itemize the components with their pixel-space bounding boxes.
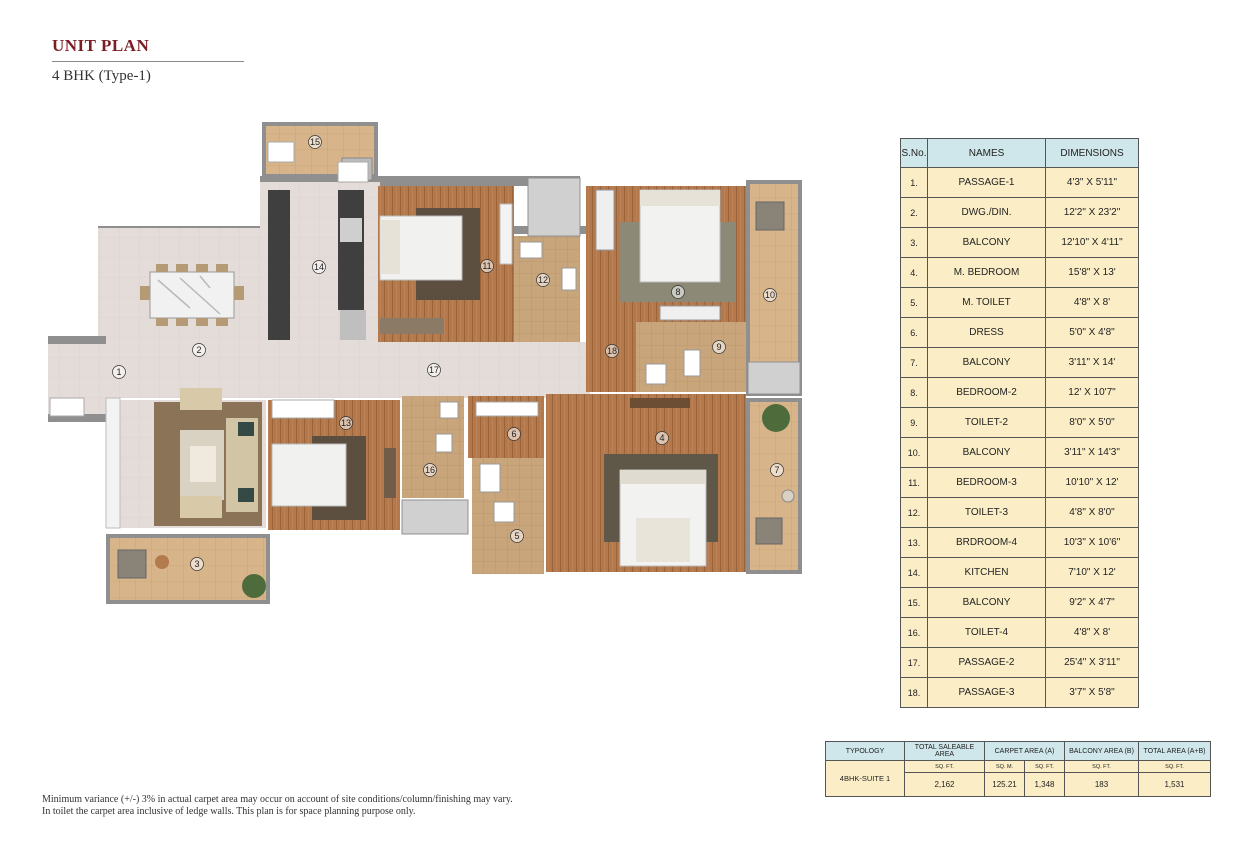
room-number: 5 xyxy=(514,531,520,542)
table-row xyxy=(901,678,1139,708)
row-sno: 11. xyxy=(901,468,928,498)
room-marker-15 xyxy=(309,136,322,149)
title-divider xyxy=(52,61,244,62)
area-header-total: TOTAL AREA (A+B) xyxy=(1139,742,1211,761)
row-sno: 18. xyxy=(901,678,928,708)
row-sno: 16. xyxy=(901,618,928,648)
area-value-balcony: 183 xyxy=(1065,773,1139,797)
room-number: 4 xyxy=(659,433,665,444)
room-number: 7 xyxy=(774,465,780,476)
room-number: 17 xyxy=(428,365,440,376)
room-schedule-table xyxy=(900,138,1139,708)
table-row xyxy=(901,258,1139,288)
table-row xyxy=(901,378,1139,408)
area-header-saleable: TOTAL SALEABLE AREA xyxy=(905,742,985,761)
room-number: 12 xyxy=(537,275,549,286)
row-name: TOILET-4 xyxy=(928,618,1046,648)
row-dimensions: 3'7" X 5'8" xyxy=(1046,678,1139,708)
row-sno: 5. xyxy=(901,288,928,318)
row-sno: 2. xyxy=(901,198,928,228)
table-row xyxy=(901,168,1139,198)
row-sno: 9. xyxy=(901,408,928,438)
disclaimer-footnote xyxy=(42,794,582,818)
table-row xyxy=(901,318,1139,348)
row-dimensions: 25'4" X 3'11" xyxy=(1046,648,1139,678)
area-unit: SQ. FT. xyxy=(1139,761,1211,773)
room-number: 3 xyxy=(194,559,200,570)
room-marker-8 xyxy=(672,286,685,299)
row-name: BALCONY xyxy=(928,438,1046,468)
table-row xyxy=(901,468,1139,498)
row-sno: 7. xyxy=(901,348,928,378)
row-dimensions: 4'3" X 5'11" xyxy=(1046,168,1139,198)
row-name: M. BEDROOM xyxy=(928,258,1046,288)
area-value-carpet-sqm: 125.21 xyxy=(985,773,1025,797)
room-marker-7 xyxy=(771,464,784,477)
table-row xyxy=(901,588,1139,618)
row-name: BALCONY xyxy=(928,588,1046,618)
room-number: 15 xyxy=(309,137,321,148)
room-marker-13 xyxy=(340,417,353,430)
room-number: 2 xyxy=(196,345,202,356)
row-dimensions: 8'0" X 5'0" xyxy=(1046,408,1139,438)
row-name: BALCONY xyxy=(928,228,1046,258)
room-number: 16 xyxy=(424,465,436,476)
row-sno: 14. xyxy=(901,558,928,588)
row-name: KITCHEN xyxy=(928,558,1046,588)
disclaimer-line-1: Minimum variance (+/-) 3% in actual carpet area may occur on account of site conditions/column/finishing may vary. xyxy=(42,794,513,805)
row-dimensions: 12' X 10'7" xyxy=(1046,378,1139,408)
room-marker-3 xyxy=(191,558,204,571)
page-title: UNIT PLAN xyxy=(52,36,150,55)
row-name: TOILET-2 xyxy=(928,408,1046,438)
room-marker-12 xyxy=(537,274,550,287)
row-sno: 15. xyxy=(901,588,928,618)
room-marker-10 xyxy=(764,289,777,302)
room-number: 10 xyxy=(764,290,776,301)
table-row xyxy=(901,438,1139,468)
area-value-carpet-sqft: 1,348 xyxy=(1025,773,1065,797)
room-number: 1 xyxy=(116,367,122,378)
column-header-sno: S.No. xyxy=(901,139,928,168)
row-name: DWG./DIN. xyxy=(928,198,1046,228)
row-sno: 12. xyxy=(901,498,928,528)
row-name: PASSAGE-1 xyxy=(928,168,1046,198)
area-value-saleable: 2,162 xyxy=(905,773,985,797)
table-row xyxy=(901,498,1139,528)
area-summary-table xyxy=(825,741,1211,797)
row-dimensions: 4'8" X 8'0" xyxy=(1046,498,1139,528)
room-number: 9 xyxy=(716,342,722,353)
row-dimensions: 10'3" X 10'6" xyxy=(1046,528,1139,558)
row-name: BRDROOM-4 xyxy=(928,528,1046,558)
row-name: DRESS xyxy=(928,318,1046,348)
area-header-balcony: BALCONY AREA (B) xyxy=(1065,742,1139,761)
floor-plan xyxy=(40,118,820,608)
room-marker-5 xyxy=(511,530,524,543)
room-number: 11 xyxy=(482,261,492,272)
row-name: PASSAGE-3 xyxy=(928,678,1046,708)
area-unit: SQ. FT. xyxy=(1025,761,1065,773)
row-dimensions: 4'8" X 8' xyxy=(1046,618,1139,648)
table-row xyxy=(901,558,1139,588)
table-row xyxy=(901,618,1139,648)
room-marker-1 xyxy=(113,366,126,379)
row-name: M. TOILET xyxy=(928,288,1046,318)
row-name: PASSAGE-2 xyxy=(928,648,1046,678)
table-row xyxy=(901,288,1139,318)
row-sno: 4. xyxy=(901,258,928,288)
area-header-carpet: CARPET AREA (A) xyxy=(985,742,1065,761)
row-dimensions: 3'11" X 14' xyxy=(1046,348,1139,378)
room-number: 6 xyxy=(511,429,517,440)
area-header-typology: TYPOLOGY xyxy=(826,742,905,761)
room-marker-16 xyxy=(424,464,437,477)
room-marker-2 xyxy=(193,344,206,357)
table-row xyxy=(901,228,1139,258)
row-name: TOILET-3 xyxy=(928,498,1046,528)
row-name: BALCONY xyxy=(928,348,1046,378)
table-row xyxy=(901,348,1139,378)
room-marker-9 xyxy=(713,341,726,354)
row-dimensions: 4'8" X 8' xyxy=(1046,288,1139,318)
row-sno: 1. xyxy=(901,168,928,198)
area-unit: SQ. M. xyxy=(985,761,1025,773)
row-sno: 13. xyxy=(901,528,928,558)
room-marker-18 xyxy=(606,345,619,358)
room-number: 14 xyxy=(313,262,325,273)
room-marker-6 xyxy=(508,428,521,441)
table-row xyxy=(901,528,1139,558)
column-header-names: NAMES xyxy=(928,139,1046,168)
table-row xyxy=(901,648,1139,678)
room-number: 8 xyxy=(675,287,681,298)
row-sno: 8. xyxy=(901,378,928,408)
row-sno: 3. xyxy=(901,228,928,258)
column-header-dimensions: DIMENSIONS xyxy=(1046,139,1139,168)
area-unit: SQ. FT. xyxy=(1065,761,1139,773)
row-dimensions: 12'10" X 4'11" xyxy=(1046,228,1139,258)
row-sno: 10. xyxy=(901,438,928,468)
row-dimensions: 9'2" X 4'7" xyxy=(1046,588,1139,618)
table-row xyxy=(901,408,1139,438)
room-marker-4 xyxy=(656,432,669,445)
row-sno: 17. xyxy=(901,648,928,678)
unit-type-subtitle: 4 BHK (Type-1) xyxy=(52,68,151,84)
table-row xyxy=(901,198,1139,228)
room-number: 13 xyxy=(340,418,352,429)
room-marker-17 xyxy=(428,364,441,377)
room-marker-11 xyxy=(481,260,494,273)
row-name: BEDROOM-3 xyxy=(928,468,1046,498)
row-dimensions: 3'11" X 14'3" xyxy=(1046,438,1139,468)
area-value-total: 1,531 xyxy=(1139,773,1211,797)
row-sno: 6. xyxy=(901,318,928,348)
room-number: 18 xyxy=(606,346,618,357)
room-marker-14 xyxy=(313,261,326,274)
row-dimensions: 12'2" X 23'2" xyxy=(1046,198,1139,228)
disclaimer-line-2: In toilet the carpet area inclusive of ledge walls. This plan is for space planning purpose only. xyxy=(42,806,416,817)
row-dimensions: 15'8" X 13' xyxy=(1046,258,1139,288)
area-typology: 4BHK-SUITE 1 xyxy=(826,761,905,797)
row-dimensions: 10'10" X 12' xyxy=(1046,468,1139,498)
row-dimensions: 5'0" X 4'8" xyxy=(1046,318,1139,348)
row-name: BEDROOM-2 xyxy=(928,378,1046,408)
area-unit: SQ. FT. xyxy=(905,761,985,773)
row-dimensions: 7'10" X 12' xyxy=(1046,558,1139,588)
